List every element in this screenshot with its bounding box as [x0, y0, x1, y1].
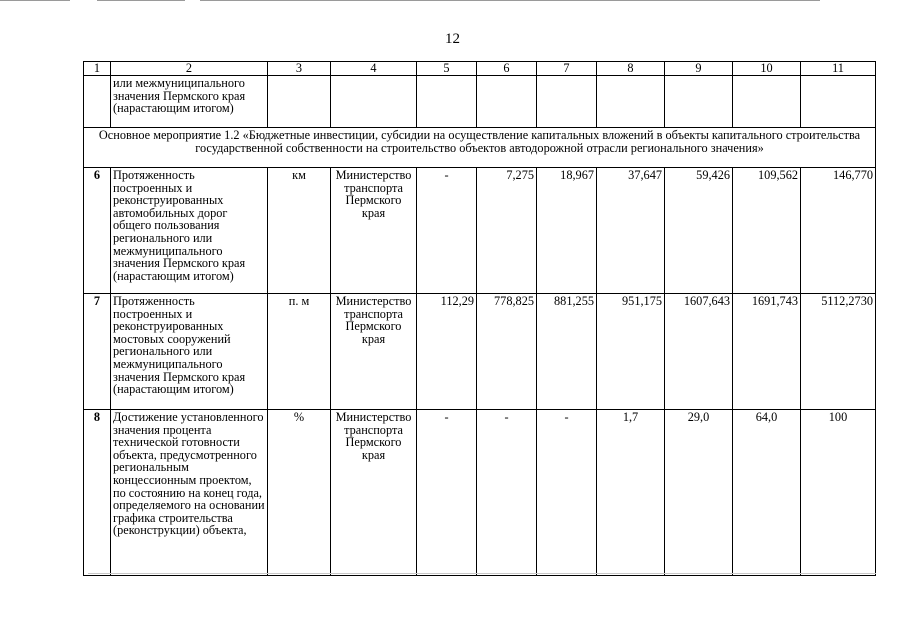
scan-top-edge-line: [200, 0, 820, 1]
value-cell: 5112,2730: [801, 294, 876, 410]
section-title: Основное мероприятие 1.2 «Бюджетные инвестиции, субсидии на осуществление капитальных вложений в объекты капитального строительства государственной собственности на строительство объектов автодорожной отрасли регионального значения»: [84, 128, 876, 168]
value-cell: -: [537, 410, 597, 576]
value-cell: 112,29: [417, 294, 477, 410]
column-number-header-row: [84, 62, 876, 76]
value-cell: 7,275: [477, 168, 537, 294]
column-number: 9: [665, 62, 733, 76]
value-cell: 778,825: [477, 294, 537, 410]
value-cell: 1691,743: [733, 294, 801, 410]
column-number: 2: [111, 62, 268, 76]
table-row: [84, 168, 876, 294]
column-number: 4: [331, 62, 417, 76]
unit-cell: км: [268, 168, 331, 294]
column-number: 6: [477, 62, 537, 76]
row-number: 6: [84, 168, 111, 294]
value-cell: 1,7: [597, 410, 665, 576]
executor-cell: Министерство транспорта Пермского края: [331, 168, 417, 294]
column-number: 11: [801, 62, 876, 76]
value-cell: 59,426: [665, 168, 733, 294]
value-cell: -: [417, 168, 477, 294]
column-number: 8: [597, 62, 665, 76]
value-cell: 18,967: [537, 168, 597, 294]
scan-top-edge-line: [97, 0, 185, 1]
row-number: 7: [84, 294, 111, 410]
value-cell: -: [417, 410, 477, 576]
section-row: [84, 128, 876, 168]
indicator-cell: Достижение установленного значения процента технической готовности объекта, предусмотренного региональным концессионным проектом, по состоянию на конец года, определяемого на основании графика строительства (реконструкции) объекта,: [111, 410, 268, 576]
scan-top-edge-line: [0, 0, 70, 1]
unit-cell: п. м: [268, 294, 331, 410]
column-number: 5: [417, 62, 477, 76]
value-cell: 37,647: [597, 168, 665, 294]
value-cell: 64,0: [733, 410, 801, 576]
value-cell: 1607,643: [665, 294, 733, 410]
indicator-cell: Протяженность построенных и реконструированных мостовых сооружений регионального или межмуниципального значения Пермского края (нарастающим итогом): [111, 294, 268, 410]
value-cell: 100: [801, 410, 876, 576]
indicator-cell: или межмуниципального значения Пермского края (нарастающим итогом): [111, 76, 268, 128]
indicators-table: [83, 61, 876, 576]
column-number: 1: [84, 62, 111, 76]
value-cell: 109,562: [733, 168, 801, 294]
value-cell: -: [477, 410, 537, 576]
column-number: 7: [537, 62, 597, 76]
unit-cell: %: [268, 410, 331, 576]
value-cell: 951,175: [597, 294, 665, 410]
indicator-cell: Протяженность построенных и реконструированных автомобильных дорог общего пользования регионального или межмуниципального значения Пермского края (нарастающим итогом): [111, 168, 268, 294]
row-number: 8: [84, 410, 111, 576]
continued-row: [84, 76, 876, 128]
value-cell: 29,0: [665, 410, 733, 576]
column-number: 10: [733, 62, 801, 76]
scan-bleed-line: [88, 573, 876, 574]
executor-cell: Министерство транспорта Пермского края: [331, 410, 417, 576]
column-number: 3: [268, 62, 331, 76]
executor-cell: Министерство транспорта Пермского края: [331, 294, 417, 410]
page-number: 12: [445, 31, 460, 47]
table-row: [84, 294, 876, 410]
table-row: [84, 410, 876, 576]
value-cell: 146,770: [801, 168, 876, 294]
value-cell: 881,255: [537, 294, 597, 410]
